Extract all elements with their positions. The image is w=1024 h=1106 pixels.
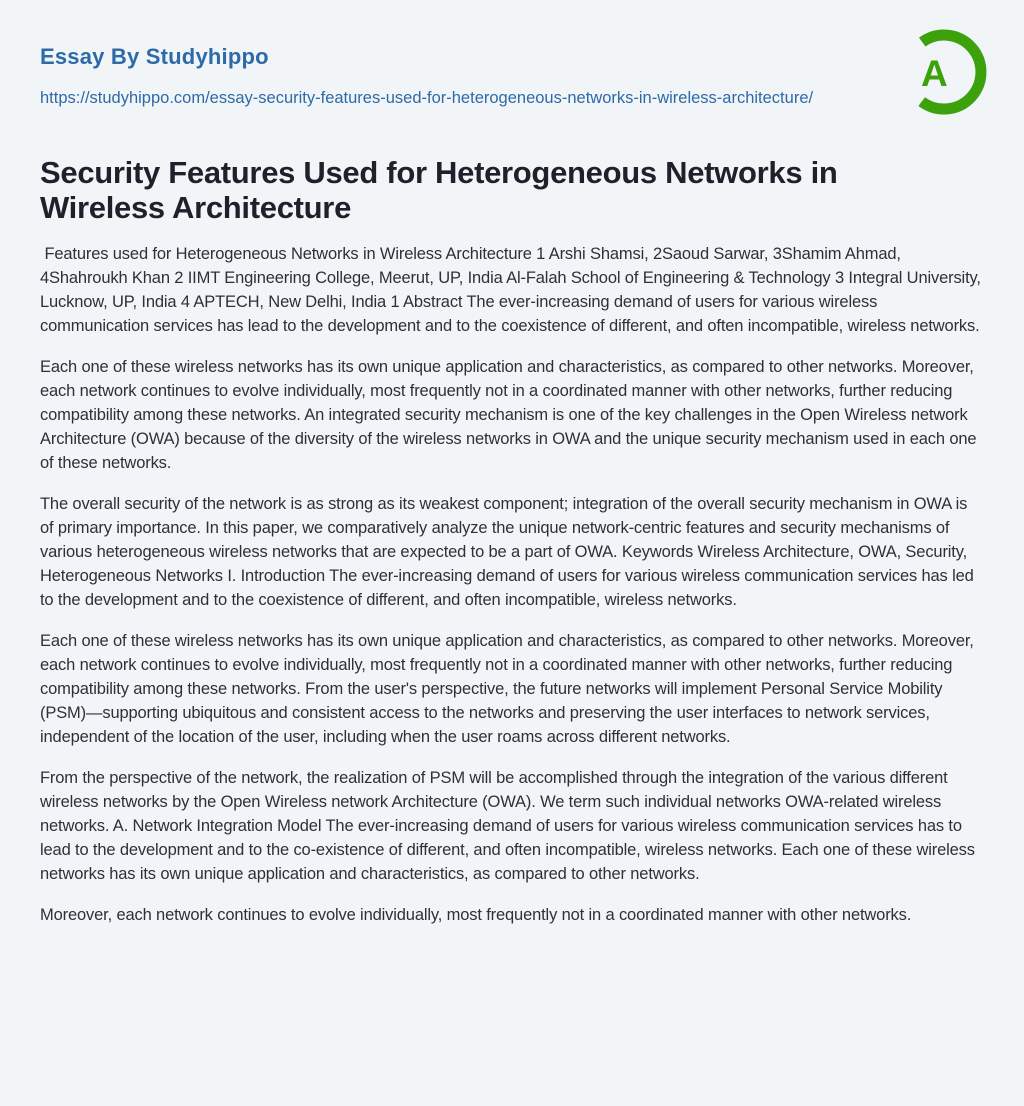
article-paragraph: From the perspective of the network, the realization of PSM will be accomplished through the integration of the various different wireless networks by the Open Wireless network Architecture (OWA). We term such individual networks OWA-related wireless networks. A. Network Integration Model The ever-increasing demand of users for various wireless communication services has to lead to the development and to the co-existence of different, and often incompatible, wireless networks. Each one of these wireless networks has its own unique application and characteristics, as compared to other networks. [40,769,980,883]
header [40,0,984,112]
article-paragraph: Each one of these wireless networks has its own unique application and characteristics, as compared to other networks. Moreover, each network continues to evolve individually, most frequently not in a coordinated manner with other networks, further reducing compatibility among these networks. An integrated security mechanism is one of the key challenges in the Open Wireless network Architecture (OWA) because of the diversity of the wireless networks in OWA and the unique security mechanism used in each one of these networks. [40,358,981,472]
article-paragraph: Features used for Heterogeneous Networks in Wireless Architecture 1 Arshi Shamsi, 2Saoud Sarwar, 3Shamim Ahmad, 4Shahroukh Khan 2 IIMT Engineering College, Meerut, UP, India Al-Falah School of Engineering & Technology 3 Integral University, Lucknow, UP, India 4 APTECH, New Delhi, India 1 Abstract The ever-increasing demand of users for various wireless communication services has lead to the development and to the coexistence of different, and often incompatible, wireless networks. [40,245,986,335]
studyhippo-logo [900,28,988,116]
article-paragraph: The overall security of the network is as strong as its weakest component; integration of the overall security mechanism in OWA is of primary importance. In this paper, we comparatively analyze the unique network-centric features and security mechanisms of various heterogeneous wireless networks that are expected to be a part of OWA. Keywords Wireless Architecture, OWA, Security, Heterogeneous Networks I. Introduction The ever-increasing demand of users for various wireless communication services has led to the development and to the coexistence of different, and often incompatible, wireless networks. [40,495,979,609]
article-paragraph: Each one of these wireless networks has its own unique application and characteristics, as compared to other networks. Moreover, each network continues to evolve individually, most frequently not in a coordinated manner with other networks, further reducing compatibility among these networks. From the user's perspective, the future networks will implement Personal Service Mobility (PSM)—supporting ubiquitous and consistent access to the networks and preserving the user interfaces to network services, independent of the location of the user, including when the user roams across different networks. [40,632,979,746]
article-body [40,242,984,927]
page-title: Security Features Used for Heterogeneous Networks in Wireless Architecture [40,155,838,225]
source-url-link[interactable]: https://studyhippo.com/essay-security-features-used-for-heterogeneous-networks-in-wireless-architecture/ [40,89,814,107]
logo-letter: A [921,53,948,94]
article-paragraph: Moreover, each network continues to evolve individually, most frequently not in a coordinated manner with other networks. [40,906,912,924]
brand-title: Essay By Studyhippo [40,44,269,69]
article [40,155,984,927]
